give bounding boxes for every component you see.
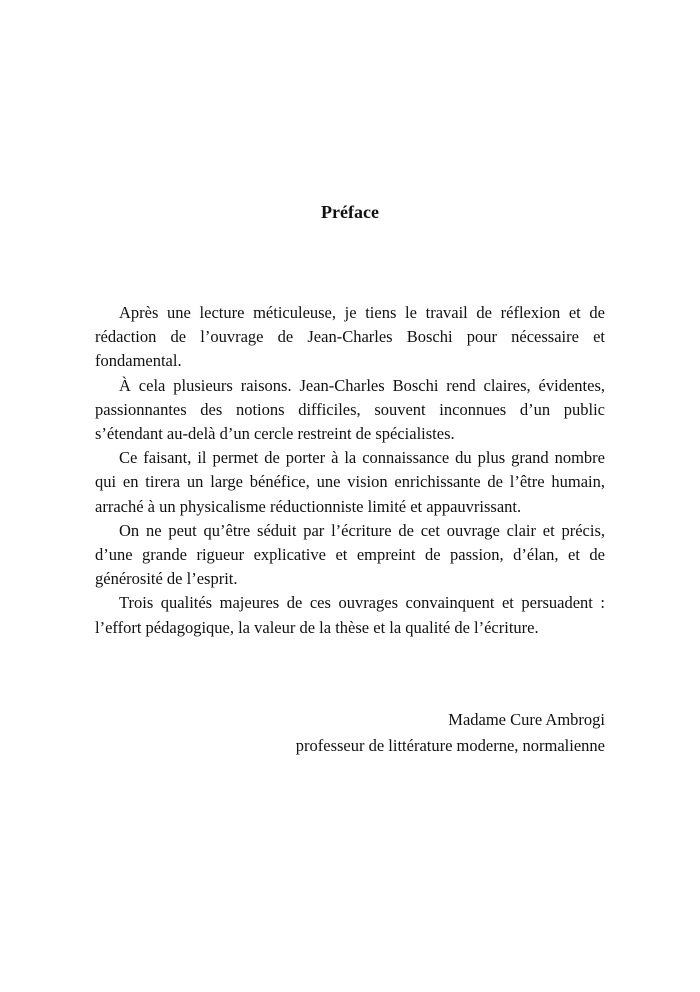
page-title: Préface — [321, 202, 379, 222]
signature-role: professeur de littérature moderne, normalienne — [295, 736, 605, 755]
paragraph-4: On ne peut qu’être séduit par l’écriture de cet ouvrage clair et précis, d’une grande rigueur explicative et empreint de passion, d’élan, et de générosité de l’esprit. — [95, 520, 605, 589]
signature-name: Madame Cure Ambrogi — [448, 710, 605, 729]
signature-block — [296, 707, 605, 759]
paragraph-5: Trois qualités majeures de ces ouvrages convainquent et persuadent : l’effort pédagogique, la valeur de la thèse et la qualité de l’écriture. — [95, 593, 605, 637]
paragraph-3: Ce faisant, il permet de porter à la connaissance du plus grand nombre qui en tirera un large bénéfice, une vision enrichissante de l’être humain, arraché à un physicalisme réductionniste limité et appauvrissant. — [95, 448, 605, 516]
paragraph-1: Après une lecture méticuleuse, je tiens le travail de réflexion et de rédaction de l’ouvrage de Jean-Charles Boschi pour nécessaire et fondamental. — [95, 303, 605, 371]
paragraph-2: À cela plusieurs raisons. Jean-Charles Boschi rend claires, évidentes, passionnantes des notions difficiles, souvent inconnues d’un public s’étendant au-delà d’un cercle restreint de spécialistes. — [95, 375, 605, 444]
preface-body — [95, 301, 605, 640]
